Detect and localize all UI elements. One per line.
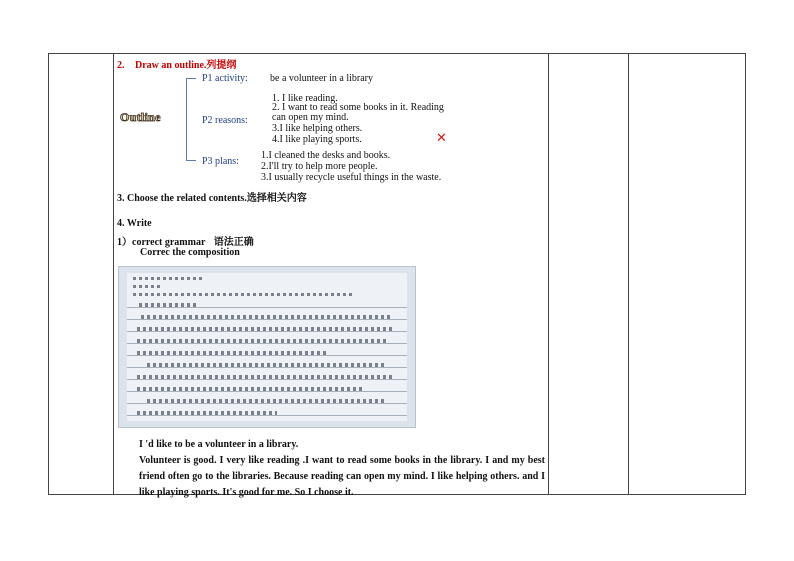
handwriting (137, 387, 362, 391)
outline-brace (186, 78, 187, 160)
handwriting (137, 411, 277, 415)
handwriting (147, 399, 387, 403)
step-4-sub2: Correc the composition (140, 247, 240, 258)
handwriting (137, 351, 327, 355)
answer-paragraph: Volunteer is good. I very like reading .I want to read some books in the library. I and my best friend often go to the libraries. Because reading can open my mind. I like helping others. and I like playing sports. It's good for me. So I choose it. (139, 455, 545, 498)
handwriting (137, 339, 389, 343)
step-text: Draw an outline. (135, 60, 207, 71)
ruled-line (127, 391, 407, 392)
outline-logo-word: Outline (120, 110, 161, 124)
answer-line: I 'd like to be a volunteer in a library. (139, 439, 299, 450)
handwriting (137, 375, 392, 379)
ruled-line (127, 355, 407, 356)
step-4-sub (117, 233, 254, 248)
handwriting (139, 303, 199, 307)
p2-item: can open my mind. (272, 112, 349, 123)
step-text-zh: 列提纲 (206, 60, 237, 71)
step-4-sub-zh: 语法正确 (213, 237, 254, 248)
p3-label: P3 plans: (202, 156, 239, 167)
p2-item: 1. I like reading. (272, 93, 338, 104)
answer-text (117, 437, 545, 501)
column-divider (628, 53, 629, 495)
step-2-heading (117, 56, 236, 71)
p3-item: 2.I'll try to help more people. (261, 161, 378, 172)
p1-text: be a volunteer in a library (270, 73, 374, 84)
step-3-label: 3. Choose the related contents. (117, 193, 247, 204)
column-divider (548, 53, 549, 495)
outline-figure (118, 70, 538, 188)
ruled-line (127, 331, 407, 332)
ruled-line (127, 367, 407, 368)
p3-item: 3.I usually recycle useful things in the waste. (261, 172, 442, 183)
p2-item: 2. I want to read some books in it. Reading (272, 102, 444, 113)
p1-label: P1 activity: (202, 73, 248, 84)
p2-item: 3.I like helping others. (272, 123, 363, 134)
ruled-line (127, 343, 407, 344)
brace-tick (186, 78, 196, 79)
ruled-line (127, 379, 407, 380)
step-3-text (117, 189, 307, 204)
photo-header-text (133, 277, 203, 280)
photo-text (133, 285, 163, 288)
ruled-line (127, 307, 407, 308)
step-number: 2. (117, 60, 125, 71)
brace-tick (186, 160, 196, 161)
p3-item: 1.I cleaned the desks and books. (261, 150, 391, 161)
composition-photo (118, 266, 416, 428)
handwriting (147, 363, 387, 367)
step-4-title: 4. Write (117, 218, 152, 229)
p2-item: 4.I like playing sports. (272, 134, 362, 145)
column-divider (113, 53, 114, 495)
cross-mark-icon: ✕ (436, 131, 447, 146)
handwriting (137, 327, 392, 331)
p2-label: P2 reasons: (202, 115, 248, 126)
step-3-zh: 选择相关内容 (246, 193, 307, 204)
photo-text (133, 293, 353, 296)
ruled-line (127, 415, 407, 416)
ruled-line (127, 319, 407, 320)
step-4-sub-label: 1）correct grammar (117, 237, 206, 248)
handwriting (141, 315, 391, 319)
ruled-line (127, 403, 407, 404)
